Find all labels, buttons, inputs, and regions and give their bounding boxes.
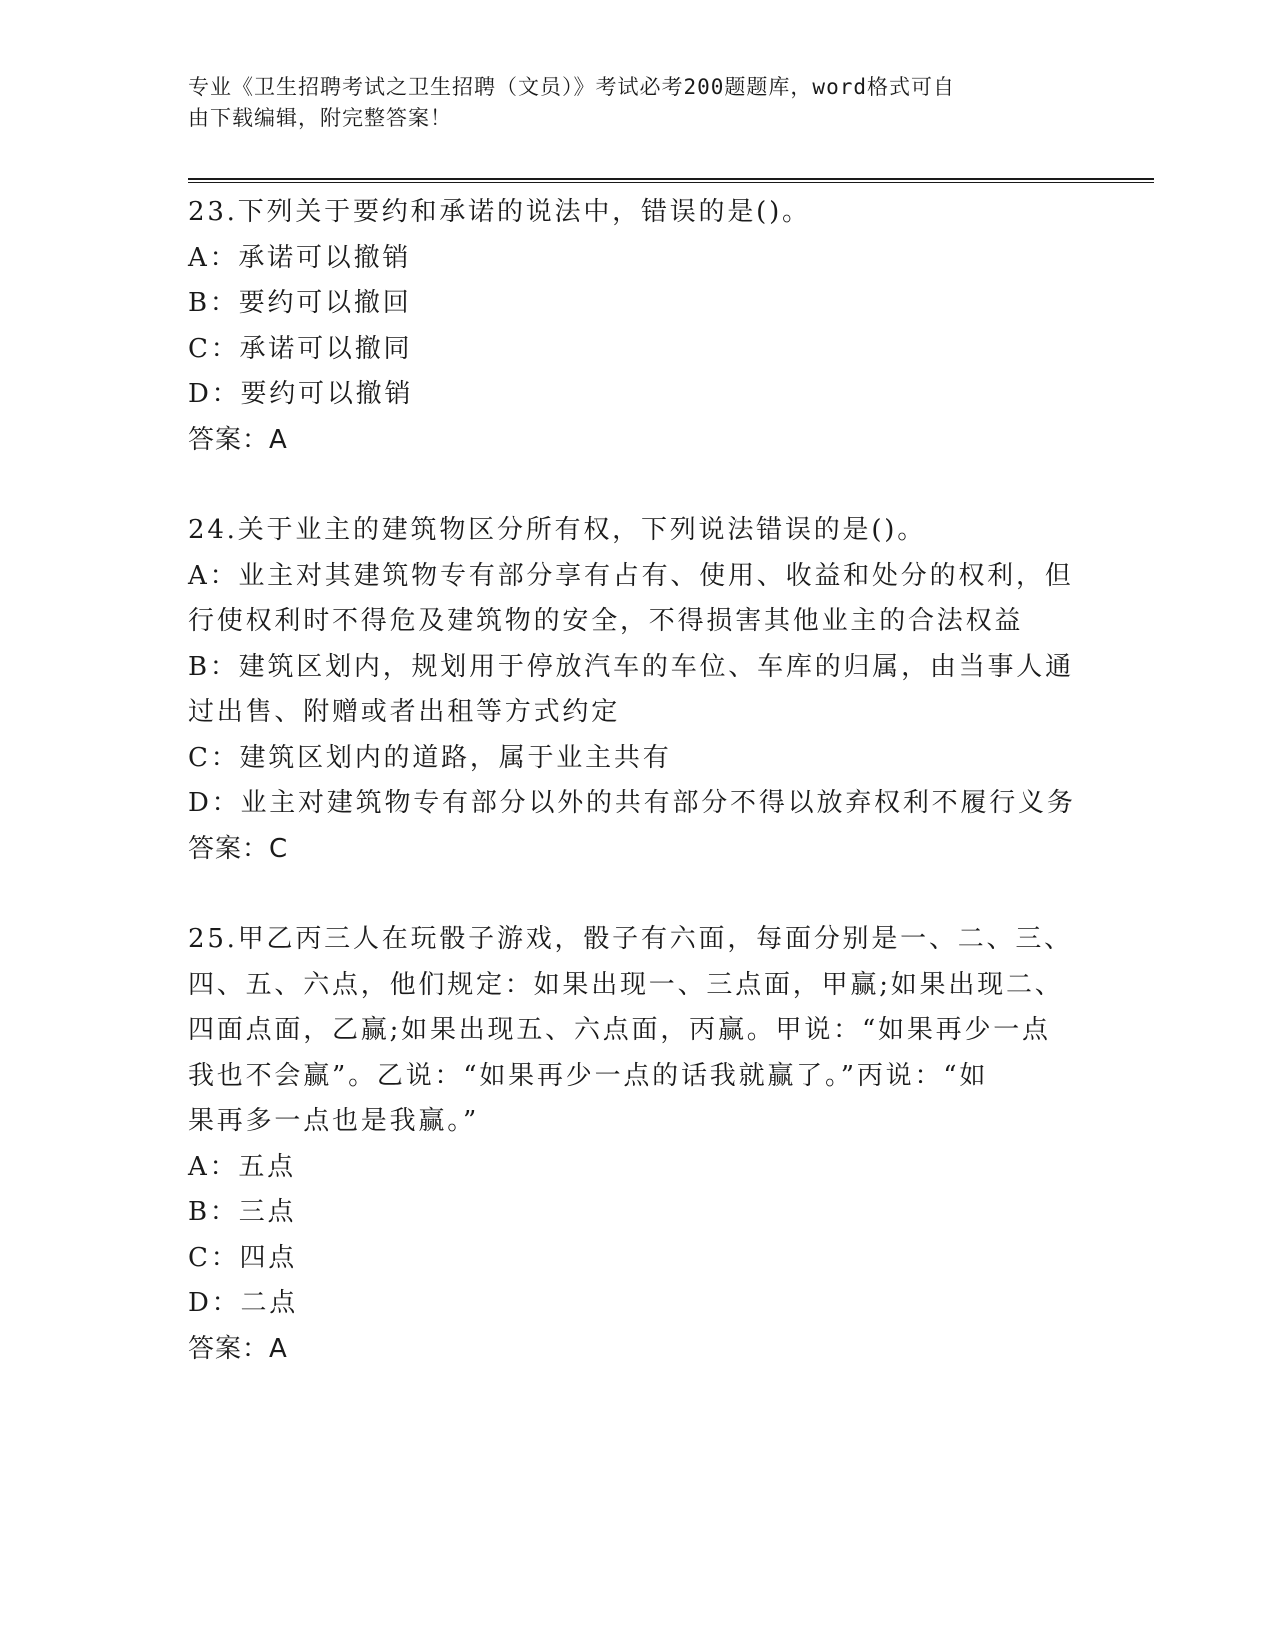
question-stem-continued: 果再多一点也是我赢。”	[188, 1106, 480, 1136]
option-c: C：承诺可以撤同	[188, 333, 413, 364]
question-stem-continued: 我也不会赢”。乙说：“如果再少一点的话我就赢了。”丙说：“如	[188, 1060, 989, 1091]
answer-line: 答案：A	[188, 424, 288, 455]
question-23	[188, 190, 1083, 463]
option-c: C：建筑区划内的道路，属于业主共有	[188, 742, 672, 773]
question-stem: 23.下列关于要约和承诺的说法中，错误的是()。	[188, 197, 811, 227]
header-line-2: 由下载编辑，附完整答案！	[188, 106, 452, 130]
option-d: D：要约可以撤销	[188, 379, 414, 409]
question-stem-continued: 四面点面，乙赢;如果出现五、六点面，丙赢。甲说：“如果再少一点	[188, 1015, 1051, 1045]
question-24	[188, 508, 1083, 872]
option-c: C：四点	[188, 1242, 298, 1273]
question-stem: 25.甲乙丙三人在玩骰子游戏，骰子有六面，每面分别是一、二、三、	[188, 924, 1073, 954]
header-line-1: 专业《卫生招聘考试之卫生招聘（文员）》考试必考200题题库，word格式可自	[188, 75, 955, 99]
option-d: D：业主对建筑物专有部分以外的共有部分不得以放弃权利不履行义务	[188, 788, 1076, 818]
question-25	[188, 917, 1083, 1372]
option-a: A：承诺可以撤销	[188, 242, 412, 273]
option-b-continued: 过出售、附赠或者出租等方式约定	[188, 697, 621, 727]
option-b: B：建筑区划内，规划用于停放汽车的车位、车库的归属，由当事人通	[188, 651, 1074, 682]
answer-line: 答案：A	[188, 1333, 288, 1364]
question-stem: 24.关于业主的建筑物区分所有权，下列说法错误的是()。	[188, 515, 927, 545]
question-stem-continued: 四、五、六点，他们规定：如果出现一、三点面，甲赢;如果出现二、	[188, 969, 1064, 1000]
option-b: B：要约可以撤回	[188, 288, 412, 318]
option-d: D：二点	[188, 1288, 299, 1318]
document-header	[188, 72, 1068, 134]
option-b: B：三点	[188, 1197, 297, 1227]
option-a-continued: 行使权利时不得危及建筑物的安全，不得损害其他业主的合法权益	[188, 606, 1024, 636]
header-divider	[188, 178, 1154, 183]
question-list	[188, 190, 1083, 1417]
answer-line: 答案：C	[188, 833, 289, 864]
option-a: A：五点	[188, 1151, 296, 1182]
option-a: A：业主对其建筑物专有部分享有占有、使用、收益和处分的权利，但	[188, 560, 1074, 591]
